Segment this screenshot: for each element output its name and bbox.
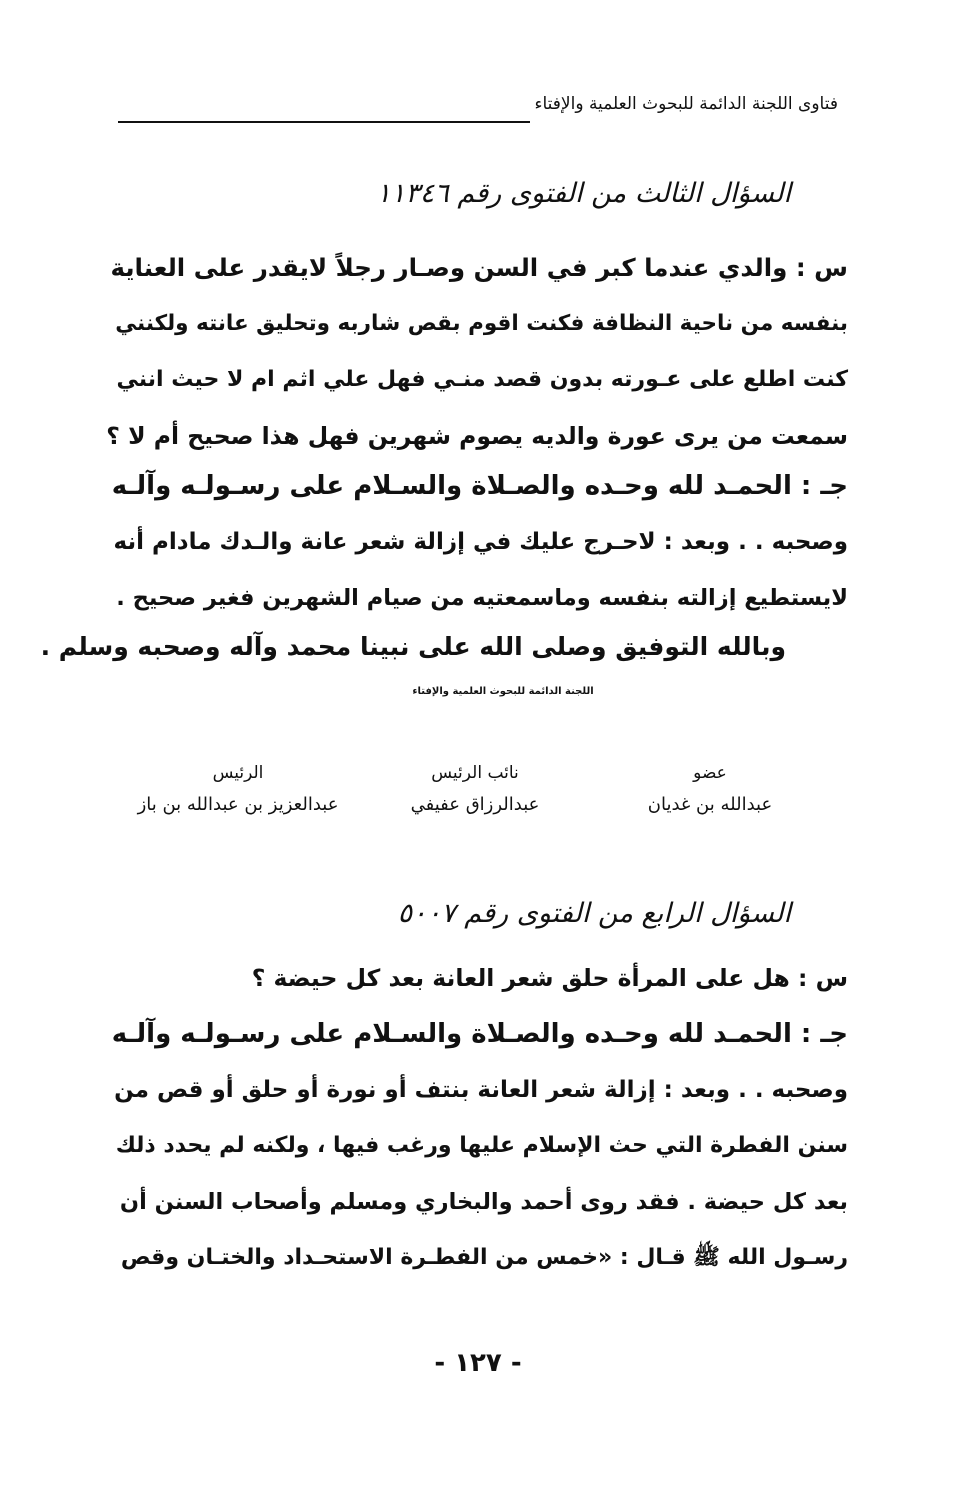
answer-line: جـ : الحمـد لله وحـده والصـلاة والسـلام على رسـولـه وآلـه — [111, 471, 848, 501]
signature-name: عبدالله بن غديان — [647, 794, 773, 815]
fatwa-3-question — [106, 240, 848, 464]
question-line: كنت اطلع على عـورته بدون قصد منـي فهل علي اثم ام لا حيث انني — [116, 367, 848, 392]
question-line: بنفسه من ناحية النظافة فكنت اقوم بقص شاربه وتحليق عانته ولكنني — [115, 311, 848, 336]
signature-name: عبدالرزاق عفيفي — [410, 794, 540, 815]
signature-role: عضو — [693, 763, 727, 783]
fatwa-4-answer — [106, 1006, 848, 1286]
answer-line: بعد كل حيضة . فقد روى أحمد والبخاري ومسلم وأصحاب السنن أن — [119, 1189, 848, 1215]
header-rule — [118, 121, 530, 123]
running-header-title: فتاوى اللجنة الدائمة للبحوث العلمية والإفتاء — [534, 94, 838, 114]
answer-line: لايستطيع إزالته بنفسه وماسمعتيه من صيام الشهرين فغير صحيح . — [116, 585, 848, 611]
question-line: س : هل على المرأة حلق شعر العانة بعد كل حيضة ؟ — [251, 964, 848, 992]
fatwa-4-heading: السؤال الرابع من الفتوى رقم ٥٠٠٧ — [397, 898, 791, 929]
fatwa-4-question — [240, 950, 848, 1006]
question-line: سمعت من يرى عورة والديه يصوم شهرين فهل هذا صحيح أم لا ؟ — [106, 422, 848, 450]
answer-line: رسـول الله ﷺ قـال : «خمس من الفطـرة الاستحـداد والختـان وقص — [120, 1245, 848, 1270]
fatwa-3-heading: السؤال الثالث من الفتوى رقم ١١٣٤٦ — [376, 178, 791, 209]
committee-name: اللجنة الدائمة للبحوث العلمية والإفتاء — [412, 686, 594, 697]
answer-line: وصحبه . . وبعد : إزالة شعر العانة بنتف أو نورة أو حلق أو قص من — [114, 1077, 848, 1103]
answer-line: وصحبه . . وبعد : لاحـرج عليك في إزالة شعر عانة والـدك مادام أنه — [113, 529, 848, 555]
signature-name: عبدالعزيز بن عبدالله بن باز — [137, 794, 339, 815]
signature-chair — [118, 760, 358, 824]
signature-member — [620, 760, 800, 824]
question-line: س : والدي عندما كبر في السن وصـار رجلاً لايقدر على العناية — [110, 253, 848, 282]
answer-line: سنن الفطرة التي حث الإسلام عليها ورغب فيها ، ولكنه لم يحدد ذلك — [115, 1133, 848, 1158]
page-number: - ١٢٧ - — [434, 1348, 522, 1378]
fatwa-3-closing: وبالله التوفيق وصلى الله على نبينا محمد وآله وصحبه وسلم . — [40, 632, 786, 661]
fatwa-3-answer — [106, 458, 848, 626]
signature-vice-chair — [380, 760, 570, 824]
signature-role: الرئيس — [212, 763, 264, 783]
signature-role: نائب الرئيس — [431, 763, 519, 783]
answer-line: جـ : الحمـد لله وحـده والصـلاة والسـلام على رسـولـه وآلـه — [111, 1019, 848, 1049]
